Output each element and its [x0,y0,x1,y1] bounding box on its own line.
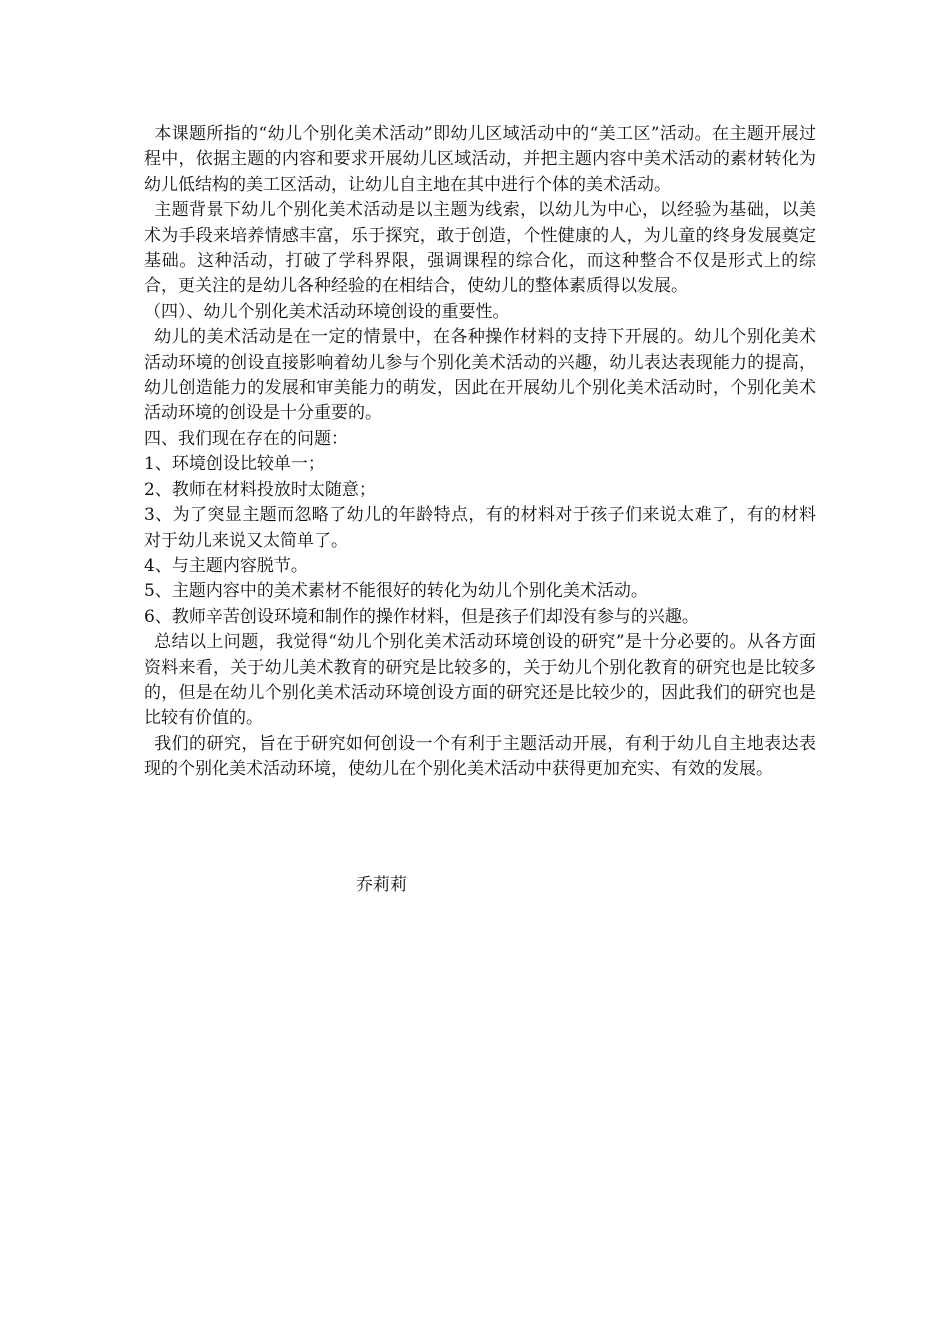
problem-item-1: 1、环境创设比较单一； [144,454,325,475]
problem-item-4: 4、与主题内容脱节。 [144,555,308,576]
paragraph-summary: 总结以上问题，我觉得“幼儿个别化美术活动环境创设的研究”是十分必要的。从各方面资料来看，关于幼儿美术教育的研究是比较多的，关于幼儿个别化教育的研究也是比较多的，但是在幼儿个别化美术活动环境创设方面的研究还是比较少的，因此我们的研究也是比较有价值的。 [144,632,816,729]
document-body [144,122,816,783]
paragraph-definition: 本课题所指的“幼儿个别化美术活动”即幼儿区域活动中的“美工区”活动。在主题开展过程中，依据主题的内容和要求开展幼儿区域活动，并把主题内容中美术活动的素材转化为幼儿低结构的美工区活动，让幼儿自主地在其中进行个体的美术活动。 [144,124,816,195]
paragraph-background: 主题背景下幼儿个别化美术活动是以主题为线索，以幼儿为中心，以经验为基础，以美术为手段来培养情感丰富，乐于探究，敢于创造，个性健康的人，为儿童的终身发展奠定基础。这种活动，打破了学科界限，强调课程的综合化，而这种整合不仅是形式上的综合，更关注的是幼儿各种经验的在相结合，使幼儿的整体素质得以发展。 [144,200,816,297]
paragraph-research-aim: 我们的研究，旨在于研究如何创设一个有利于主题活动开展，有利于幼儿自主地表达表现的个别化美术活动环境，使幼儿在个别化美术活动中获得更加充实、有效的发展。 [144,733,816,780]
problem-item-5: 5、主题内容中的美术素材不能很好的转化为幼儿个别化美术活动。 [144,581,648,602]
paragraph-importance: 幼儿的美术活动是在一定的情景中，在各种操作材料的支持下开展的。幼儿个别化美术活动环境的创设直接影响着幼儿参与个别化美术活动的兴趣，幼儿表达表现能力的提高，幼儿创造能力的发展和审美能力的萌发，因此在开展幼儿个别化美术活动时，个别化美术活动环境的创设是十分重要的。 [144,327,816,424]
problem-item-3: 3、为了突显主题而忽略了幼儿的年龄特点，有的材料对于孩子们来说太难了，有的材料对于幼儿来说又太简单了。 [144,505,816,551]
problem-item-2: 2、教师在材料投放时太随意； [144,479,376,500]
author-signature: 乔莉莉 [356,875,407,895]
problem-item-6: 6、教师辛苦创设环境和制作的操作材料，但是孩子们却没有参与的兴趣。 [144,606,699,627]
section-heading-importance: （四）、幼儿个别化美术活动环境创设的重要性。 [144,301,510,322]
section-heading-problems: 四、我们现在存在的问题： [144,428,348,449]
